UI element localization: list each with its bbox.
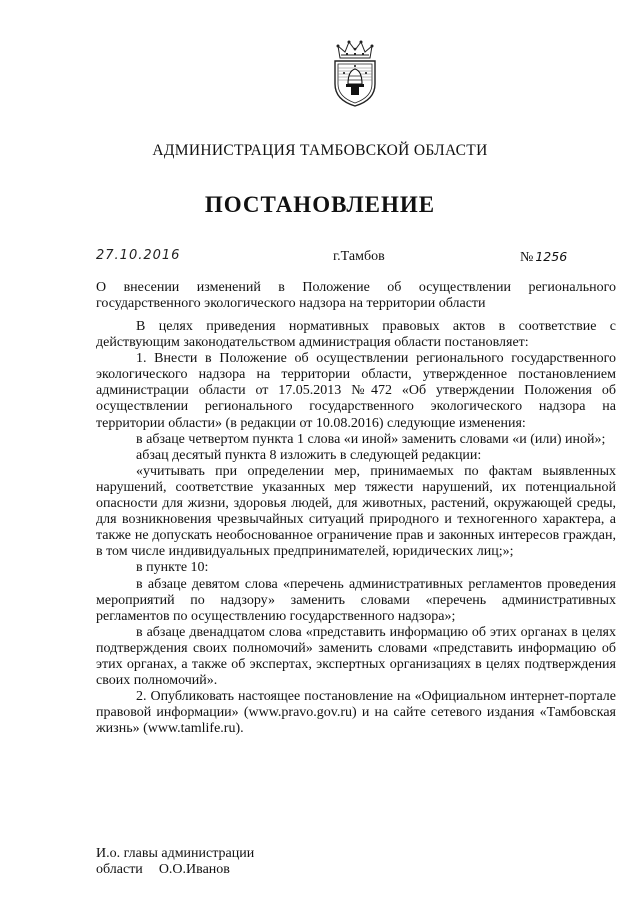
quoted-text-paragraph: «учитывать при определении мер, принимаемых по фактам выявленных нарушений, соответствие указанных мер тяжести нарушений, их потенциальной опасности для жизни, здоровья людей, для животных, растений, окружающей среды, для возникновения чрезвычайных ситуаций природного и техногенного характера, а также не допускать необоснованное ограничение прав и законных интересов граждан, в том числе индивидуальных предпринимателей, юридических лиц;»; (96, 463, 616, 560)
document-subject: О внесении изменений в Положение об осуществлении регионального государственного экологического надзора на территории области (96, 280, 616, 311)
signature-title: И.о. главы администрации (96, 846, 255, 861)
signature-line (96, 862, 254, 878)
organization-name: АДМИНИСТРАЦИЯ ТАМБОВСКОЙ ОБЛАСТИ (152, 142, 488, 159)
amendment-paragraph: абзац десятый пункта 8 изложить в следующей редакции: (136, 447, 482, 463)
preamble-paragraph: В целях приведения нормативных правовых актов в соответствие с действующим законодательством администрация области постановляет: (96, 319, 616, 351)
signature-block (96, 846, 254, 878)
document-number (520, 249, 567, 266)
signature-position: области (96, 862, 143, 877)
item-2-paragraph: 2. Опубликовать настоящее постановление на «Официальном интернет-портале правовой информации» (www.pravo.gov.ru) и на сайте сетевого издания «Тамбовская жизнь» (www.tamlife.ru). (96, 689, 616, 737)
number-sign: № (520, 250, 534, 265)
signatory-name: О.О.Иванов (158, 862, 230, 877)
document-date: 27.10.2016 (96, 248, 181, 263)
amendment-paragraph: в абзаце четвертом пункта 1 слова «и иной» заменить словами «и (или) иной»; (136, 431, 606, 447)
document-body (96, 319, 616, 737)
document-city: г.Тамбов (333, 249, 385, 264)
amendment-paragraph: в пункте 10: (136, 560, 209, 576)
number-value: 1256 (535, 249, 568, 264)
item-1-paragraph: 1. Внести в Положение об осуществлении регионального государственного экологического надзора на территории области, утвержденное постановлением администрации области от 17.05.2013 №472 «Об утверждении Положения об осуществлении регионального государственного экологического надзора на территории области» (в редакции от 10.08.2016) следующие изменения: (96, 351, 616, 431)
amendment-paragraph: в абзаце двенадцатом слова «представить информацию об этих органах в целях подтверждения своих полномочий» заменить словами «представить информацию об этих органах, а также об экспертах, экспертных организациях в целях подтверждения своих полномочий». (96, 624, 616, 689)
document-type-title: ПОСТАНОВЛЕНИЕ (204, 192, 436, 217)
amendment-paragraph: в абзаце девятом слова «перечень административных регламентов проведения мероприятий по надзору» заменить словами «перечень административных регламентов по осуществлению государственного надзора»; (96, 576, 616, 624)
coat-of-arms-icon (328, 38, 382, 108)
